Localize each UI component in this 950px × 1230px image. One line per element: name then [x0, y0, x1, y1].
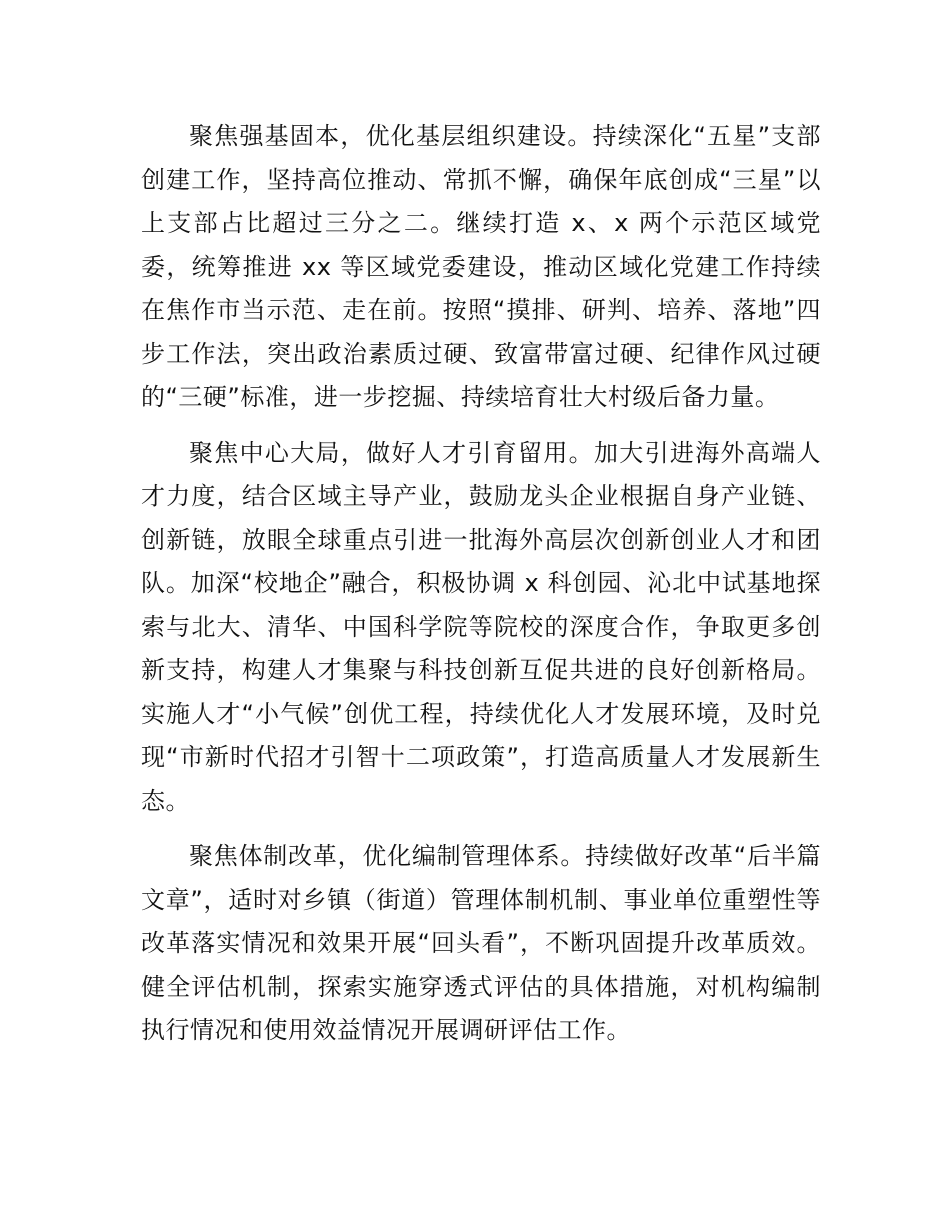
- paragraph-talent-development: 聚焦中心大局，做好人才引育留用。加大引进海外高端人才力度，结合区域主导产业，鼓励龙头企业根据自身产业链、创新链，放眼全球重点引进一批海外高层次创新创业人才和团队。加深“校地企”融合，积极协调 x 科创园、沁北中试基地探索与北大、清华、中国科学院等院校的深度合作，争取更多创新支持，构建人才集聚与科技创新互促共进的良好创新格局。实施人才“小气候”创优工程，持续优化人才发展环境，及时兑现“市新时代招才引智十二项政策”，打造高质量人才发展新生态。: [141, 438, 821, 815]
- paragraph-grassroots-organization: 聚焦强基固本，优化基层组织建设。持续深化“五星”支部创建工作，坚持高位推动、常抓不懈，确保年底创成“三星”以上支部占比超过三分之二。继续打造 x、x 两个示范区域党委，统筹推进 xx 等区域党委建设，推动区域化党建工作持续在焦作市当示范、走在前。按照“摸排、研判、培养、落地”四步工作法，突出政治素质过硬、致富带富过硬、纪律作风过硬的“三硬”标准，进一步挖掘、持续培育壮大村级后备力量。: [141, 122, 821, 411]
- document-body: [141, 115, 821, 1053]
- paragraph-institutional-reform: 聚焦体制改革，优化编制管理体系。持续做好改革“后半篇文章”，适时对乡镇（街道）管理体制机制、事业单位重塑性等改革落实情况和效果开展“回头看”，不断巩固提升改革质效。健全评估机制，探索实施穿透式评估的具体措施，对机构编制执行情况和使用效益情况开展调研评估工作。: [141, 842, 821, 1044]
